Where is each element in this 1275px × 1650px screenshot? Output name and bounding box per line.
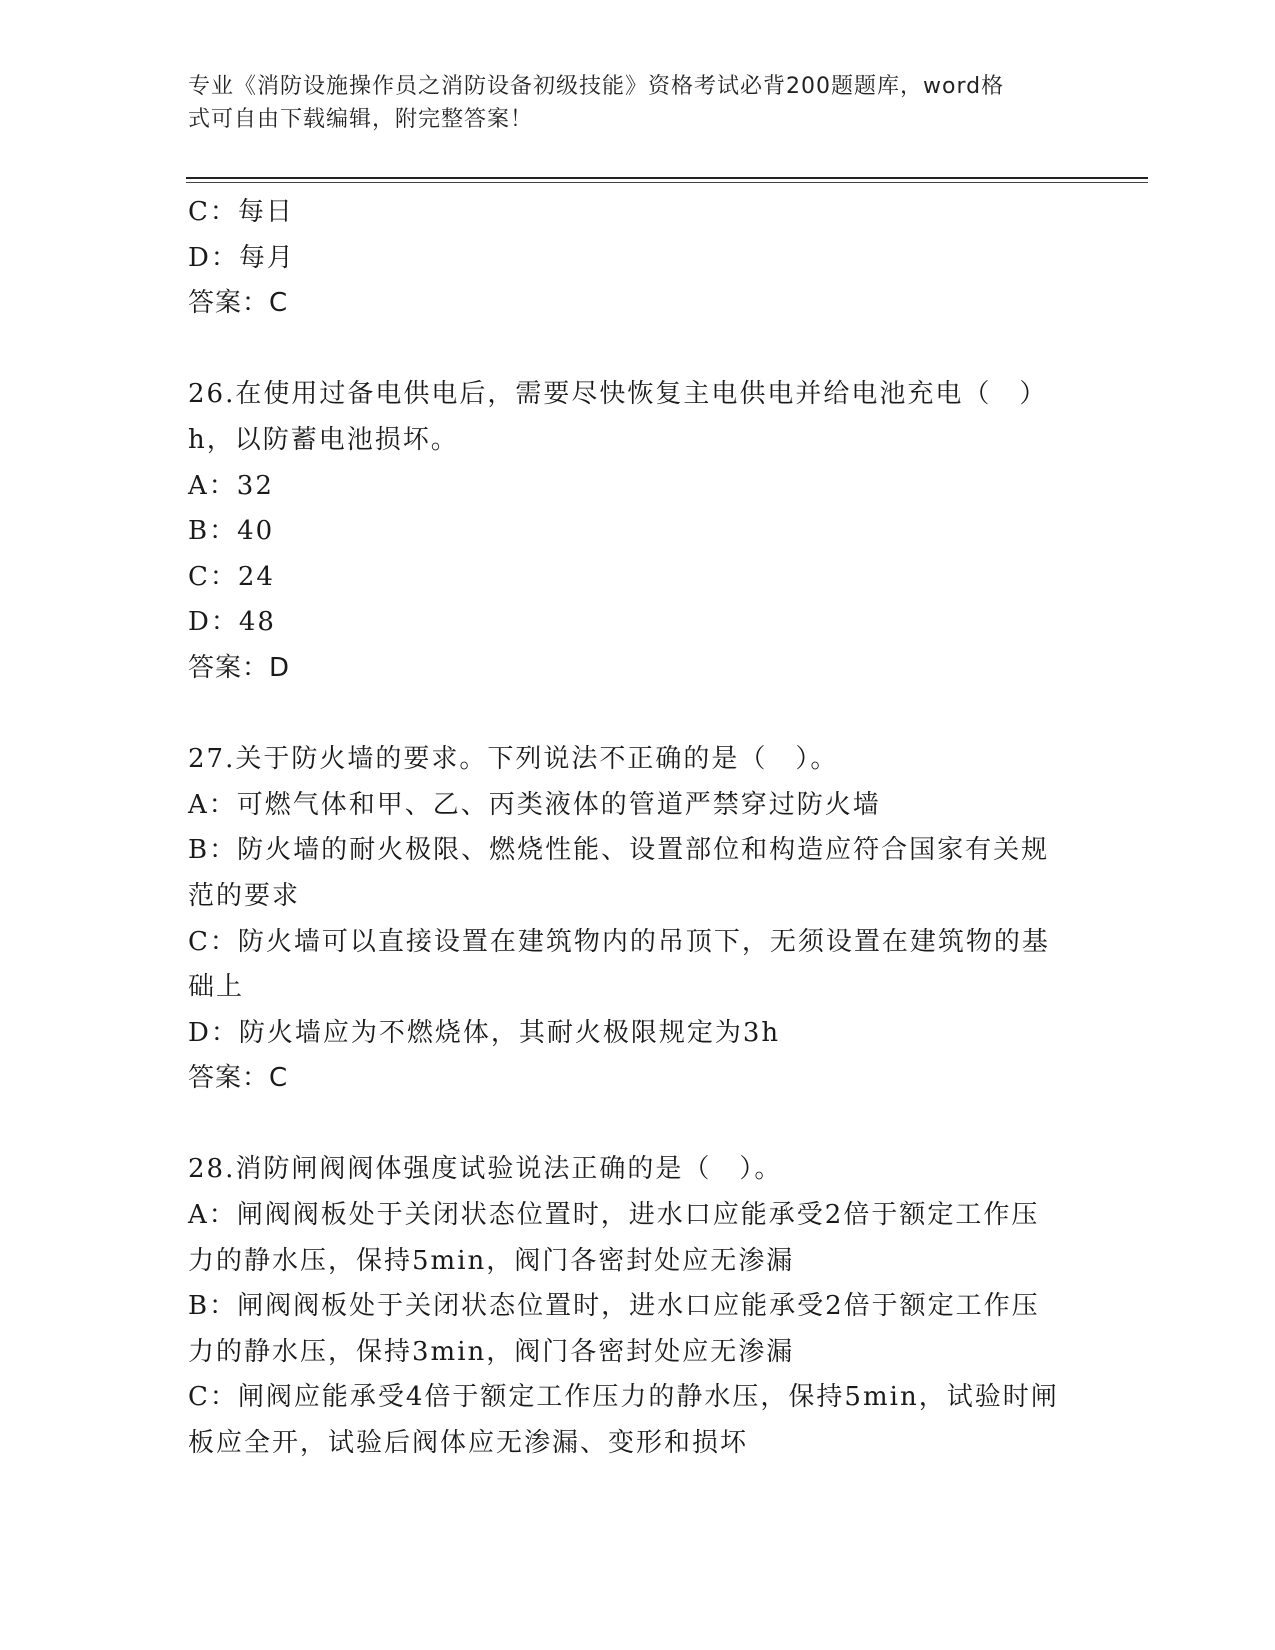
option-a: A：闸阀阀板处于关闭状态位置时，进水口应能承受2倍于额定工作压: [188, 1200, 1040, 1231]
question-stem-line: 27.关于防火墙的要求。下列说法不正确的是（ ）。: [188, 744, 839, 775]
option-c: C：每日: [188, 197, 294, 227]
option-d: D：48: [188, 607, 276, 638]
question-stem-line: 28.消防闸阀阀体强度试验说法正确的是（ ）。: [188, 1154, 783, 1185]
answer-line: 答案：C: [188, 288, 289, 319]
question-stem-line: h，以防蓄电池损坏。: [188, 424, 459, 455]
option-a-continued: 力的静水压，保持5min，阀门各密封处应无渗漏: [188, 1245, 795, 1276]
question-27: [188, 737, 1088, 1102]
document-header: [188, 70, 1068, 136]
option-b: B：防火墙的耐火极限、燃烧性能、设置部位和构造应符合国家有关规: [188, 835, 1050, 866]
header-line-1: 专业《消防设施操作员之消防设备初级技能》资格考试必背200题题库，word格: [188, 74, 1005, 99]
question-28: [188, 1147, 1088, 1466]
option-c: C：24: [188, 561, 275, 592]
question-stem-line: 26.在使用过备电供电后，需要尽快恢复主电供电并给电池充电（ ）: [188, 379, 1048, 410]
answer-line: 答案：D: [188, 652, 291, 683]
previous-question-continuation: [188, 190, 1088, 327]
option-b-continued: 力的静水压，保持3min，阀门各密封处应无渗漏: [188, 1336, 795, 1367]
option-d: D：每月: [188, 242, 295, 273]
question-content: [188, 190, 1088, 1467]
option-b: B：40: [188, 516, 275, 547]
option-b: B：闸阀阀板处于关闭状态位置时，进水口应能承受2倍于额定工作压: [188, 1291, 1040, 1322]
header-rule-thin: [186, 182, 1148, 183]
option-b-continued: 范的要求: [188, 880, 301, 911]
option-a: A：可燃气体和甲、乙、丙类液体的管道严禁穿过防火墙: [188, 789, 881, 820]
header-rule-thick: [186, 177, 1148, 179]
option-c-continued: 础上: [188, 972, 245, 1003]
answer-line: 答案：C: [188, 1063, 289, 1094]
option-d: D：防火墙应为不燃烧体，其耐火极限规定为3h: [188, 1017, 781, 1048]
option-a: A：32: [188, 470, 274, 501]
spacer: [188, 327, 1088, 373]
option-c: C：闸阀应能承受4倍于额定工作压力的静水压，保持5min，试验时闸: [188, 1382, 1059, 1413]
spacer: [188, 692, 1088, 738]
header-line-2: 式可自由下载编辑，附完整答案！: [188, 107, 534, 132]
option-c-continued: 板应全开，试验后阀体应无渗漏、变形和损坏: [188, 1428, 749, 1459]
question-26: [188, 372, 1088, 691]
spacer: [188, 1102, 1088, 1148]
option-c: C：防火墙可以直接设置在建筑物内的吊顶下，无须设置在建筑物的基: [188, 926, 1050, 957]
